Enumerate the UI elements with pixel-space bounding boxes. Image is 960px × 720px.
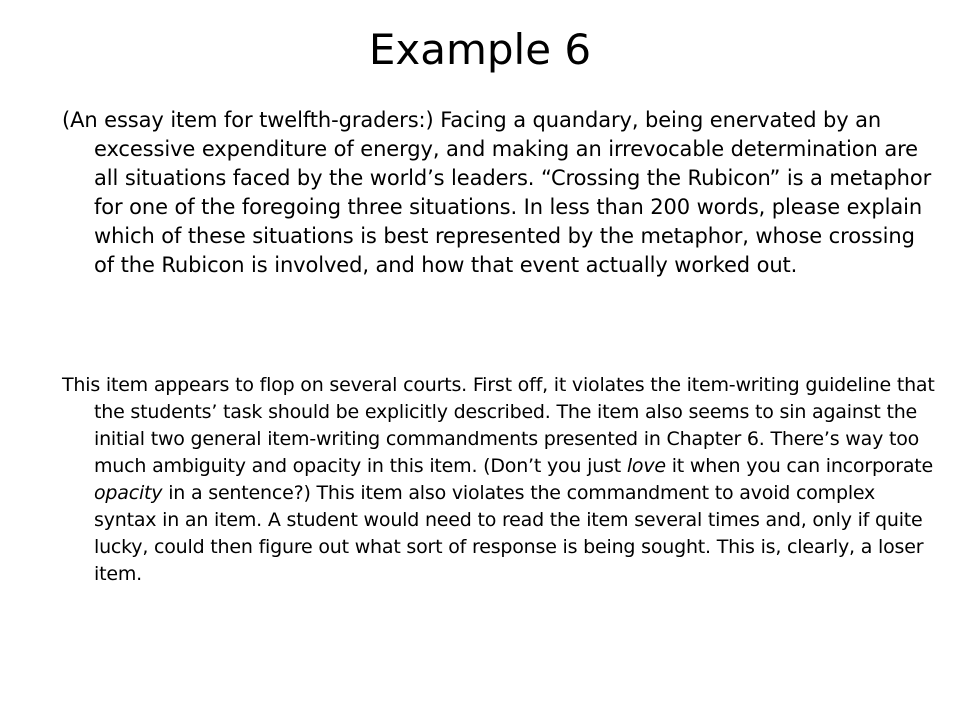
critique-text-part2: it when you can incorporate	[665, 455, 934, 477]
critique-text-part3: in a sentence?) This item also violates the commandment to avoid complex syntax in an item. A student would need to read the item several times and, only if quite lucky, could then figure out what sort of response is being sought. This is, clearly, a loser item.	[94, 482, 924, 585]
critique-italic-love: love	[626, 455, 666, 477]
slide-title: Example 6	[368, 25, 592, 74]
critique-italic-opacity: opacity	[94, 482, 163, 504]
critique-paragraph	[62, 372, 940, 588]
essay-item-paragraph: (An essay item for twelfth-graders:) Facing a quandary, being enervated by an excessive expenditure of energy, and making an irrevocable determination are all situations faced by the world’s leaders. “Crossing the Rubicon” is a metaphor for one of the foregoing three situations. In less than 200 words, please explain which of these situations is best represented by the metaphor, whose crossing of the Rubicon is involved, and how that event actually worked out.	[62, 108, 932, 277]
critique-text-part1: This item appears to flop on several courts. First off, it violates the item-writing guideline that the students’ task should be explicitly described. The item also seems to sin against the initial two general item-writing commandments presented in Chapter 6. There’s way too much ambiguity and opacity in this item. (Don’t you just	[62, 374, 935, 477]
